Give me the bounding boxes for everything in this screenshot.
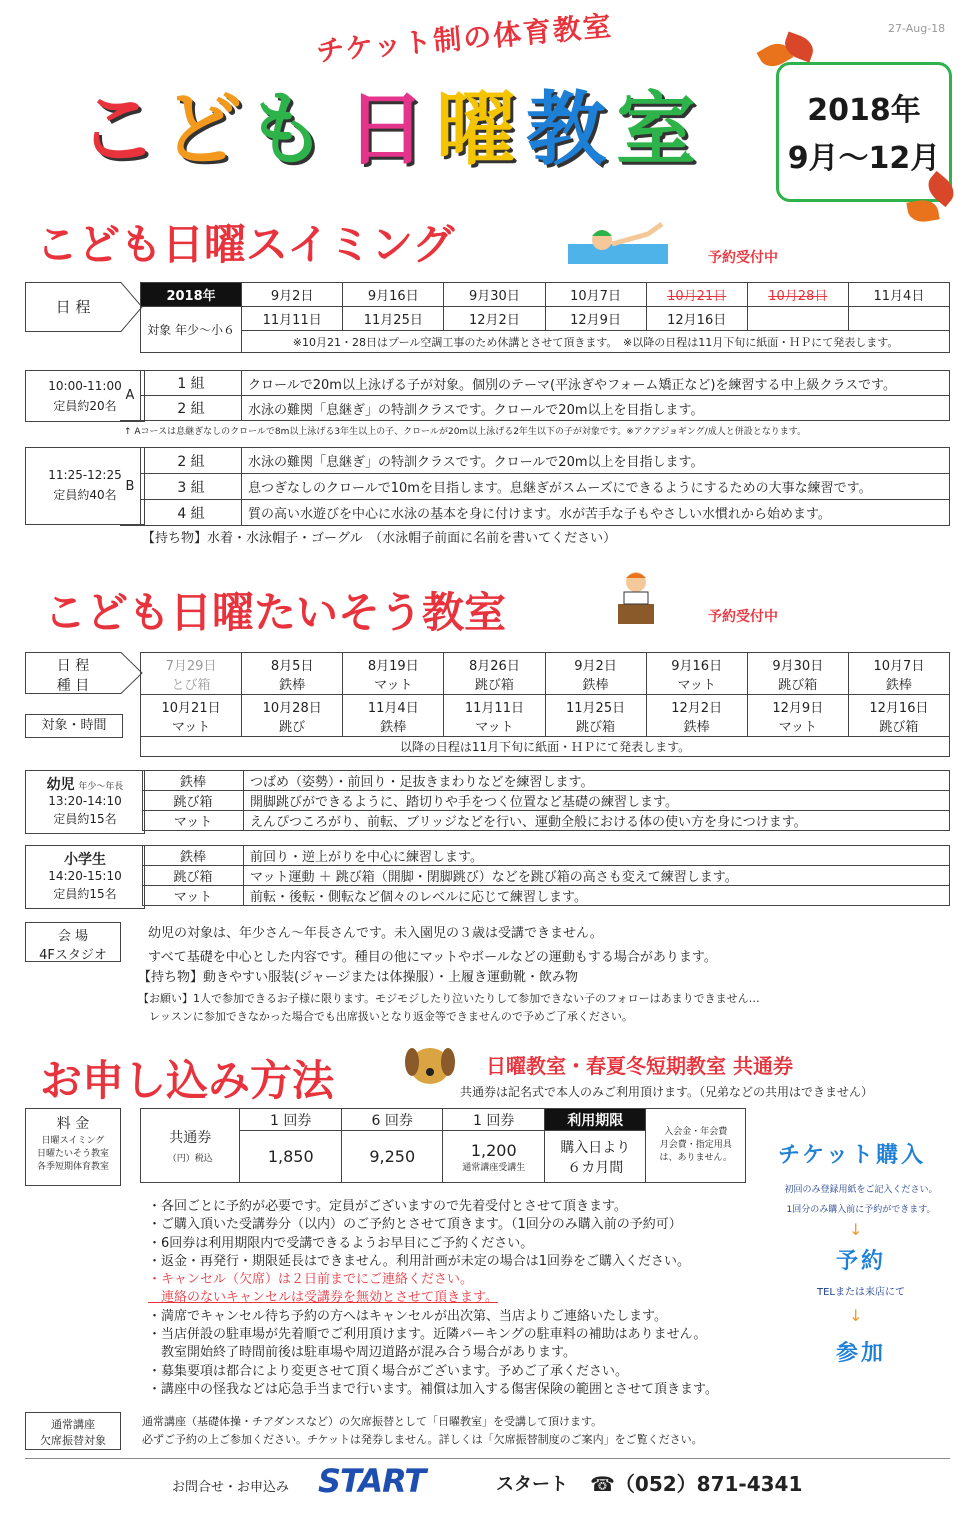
ticket-price: 9,250 xyxy=(341,1131,443,1183)
gym-desc: つばめ（姿勢）・前回り・足抜きまわりなどを練習します。 xyxy=(244,771,950,791)
swim-status: 予約受付中 xyxy=(708,250,778,266)
swim-date-cancelled: 10月21日 xyxy=(646,283,747,307)
validity-line: ６カ月間 xyxy=(567,1159,624,1176)
swim-date: 9月2日 xyxy=(242,283,343,307)
gym-date: 10月28日 xyxy=(262,700,322,716)
course-desc: 息つぎなしのクロールで10mを目指します。息継ぎがスムーズにできるようにするための大事な練習です。 xyxy=(242,474,950,500)
gym-event: 跳び箱 xyxy=(879,719,919,735)
gym-schedule-table xyxy=(140,652,950,757)
fee-note: 月会費・指定用具 xyxy=(659,1140,732,1150)
gym-elem-label xyxy=(25,845,145,909)
flow-arrow-icon: ↓ xyxy=(849,1306,863,1325)
gym-date: 12月16日 xyxy=(869,700,929,716)
gym-date: 9月16日 xyxy=(671,658,723,674)
footer-divider xyxy=(25,1458,950,1459)
gym-kids-table xyxy=(142,770,950,831)
gym-cell xyxy=(646,695,747,737)
rule-item: ・講座中の怪我などは応急手当まで行います。補償は加入する傷害保険の範囲とさせて頂きます。 xyxy=(148,1381,718,1397)
gym-event: とび箱 xyxy=(171,677,211,693)
course-a-table xyxy=(120,370,950,421)
gym-label-event: 種 目 xyxy=(56,678,90,694)
rule-item: ・募集要項は都合により変更させて頂く場合がございます。予めご了承ください。 xyxy=(148,1363,628,1379)
gym-event: 跳び箱 xyxy=(576,719,616,735)
gym-info-line: 幼児の対象は、年少さん～年長さんです。未入園児の３歳は受講できません。 xyxy=(148,926,603,941)
gym-cell xyxy=(141,695,242,737)
gym-label-schedule: 日 程 xyxy=(56,658,90,674)
venue-box xyxy=(25,922,121,962)
gym-date: 10月7日 xyxy=(873,658,925,674)
rule-item: 教室開始終了時間前後は駐車場や周辺道路が混み合う場合があります。 xyxy=(148,1345,576,1361)
rule-item: ・ご購入頂いた受講券分（以内）のご予約とさせて頂きます。（1回分のみ購入前の予約可） xyxy=(148,1217,682,1233)
gym-date: 10月21日 xyxy=(161,700,221,716)
title-char-6: 教 xyxy=(526,83,606,176)
gym-date: 9月2日 xyxy=(574,658,617,674)
title-char-1: こ xyxy=(78,83,158,176)
course-group: 4 組 xyxy=(141,500,242,526)
gym-event: マット xyxy=(677,677,716,693)
gym-cell xyxy=(444,695,545,737)
gym-event: マット xyxy=(778,719,818,735)
period-box xyxy=(776,62,952,202)
gym-schedule-note: 以降の日程は11月下旬に紙面・ＨＰにて発表します。 xyxy=(141,737,950,757)
gym-cell xyxy=(747,653,848,695)
regular-label: 通常講座 xyxy=(51,1418,95,1431)
ticket-sub: （円）税込 xyxy=(167,1154,213,1164)
gym-event: 鉄棒 xyxy=(380,719,407,735)
gym-event: 鉄棒 xyxy=(143,846,244,866)
gym-event: 跳び箱 xyxy=(143,866,244,886)
gym-bring: 【持ち物】動きやすい服装(ジャージまたは体操服）・上履き運動靴・飲み物 xyxy=(138,970,579,985)
flow-buy: チケット購入 xyxy=(778,1143,927,1168)
gym-request-line: 【お願い】1人で参加できるお子様に限ります。モジモジしたり泣いたりして参加できない子のフォローはあまりできません… xyxy=(138,992,760,1005)
swim-title: こども日曜スイミング xyxy=(36,220,455,269)
swim-date: 12月2日 xyxy=(444,307,545,331)
gym-elem-time: 14:20-15:10 xyxy=(48,869,122,883)
flow-reserve-note: TELまたは来店にて xyxy=(817,1287,905,1298)
gym-event: 跳び箱 xyxy=(143,791,244,811)
rule-item: ・当店併設の駐車場が先着順でご利用頂けます。近隣パーキングの駐車料の補助はありません。 xyxy=(148,1327,707,1343)
gym-event: 鉄棒 xyxy=(885,677,912,693)
gym-label-target: 対象・時間 xyxy=(25,714,123,738)
gym-elem-table xyxy=(142,845,950,906)
gym-desc: 前転・後転・側転など個々のレベルに応じて練習します。 xyxy=(244,886,950,906)
rule-item: ・各回ごとに予約が必要です。定員がございますので先着受付とさせて頂きます。 xyxy=(148,1199,627,1214)
validity-value xyxy=(544,1131,646,1183)
gym-event: 鉄棒 xyxy=(279,677,306,693)
ticket-col-header: 1 回券 xyxy=(240,1109,342,1131)
gym-event: 鉄棒 xyxy=(683,719,710,735)
gym-info xyxy=(148,922,717,970)
gym-event: 跳び箱 xyxy=(474,677,514,693)
flow-buy-note: 初回のみ登録用紙をご記入ください。 xyxy=(784,1185,938,1195)
gym-kids-time: 13:20-14:10 xyxy=(48,794,122,808)
period-year: 2018年 xyxy=(807,93,921,128)
course-a-time: 10:00-11:00 xyxy=(48,379,122,393)
gym-cell xyxy=(141,653,242,695)
course-group: 3 組 xyxy=(141,474,242,500)
rule-item: ・6回券は利用期限内で受講できるようお早目にご予約ください。 xyxy=(148,1235,534,1251)
swim-date: 11月25日 xyxy=(343,307,444,331)
venue-value: 4Fスタジオ xyxy=(39,948,107,963)
gym-date: 12月2日 xyxy=(671,700,723,716)
swim-schedule-note: ※10月21・28日はプール空調工事のため休講とさせて頂きます。 ※以降の日程は11月下旬に紙面・ＨＰにて発表します。 xyxy=(242,331,950,353)
swim-date: 10月7日 xyxy=(545,283,646,307)
gym-kid-icon xyxy=(612,568,660,626)
gym-request-line: レッスンに参加できなかった場合でも出席扱いとなり返金等できませんので予めご了承ください。 xyxy=(138,1010,633,1023)
swimmer-icon xyxy=(568,210,670,266)
fee-sub: 日曜たいそう教室 xyxy=(36,1149,109,1159)
flow-buy-notes xyxy=(760,1180,962,1220)
swim-schedule-label: 日 程 xyxy=(55,298,91,316)
gym-elem-name: 小学生 xyxy=(64,852,106,868)
swim-target: 対象 年少～小６ xyxy=(141,307,242,353)
title-char-2: ど xyxy=(162,83,242,176)
gym-desc: 開脚跳びができるように、踏切りや手をつく位置など基礎の練習します。 xyxy=(244,791,950,811)
footer-kana: スタート xyxy=(496,1474,568,1495)
course-group: 2 組 xyxy=(141,396,242,421)
gym-desc: 前回り・逆上がりを中心に練習します。 xyxy=(244,846,950,866)
swim-bring: 【持ち物】水着・水泳帽子・ゴーグル （水泳帽子前面に名前を書いてください） xyxy=(142,531,617,546)
flow-arrow-icon: ↓ xyxy=(849,1220,863,1239)
ticket-price: 1,200 xyxy=(470,1140,517,1160)
footer-contact: お問合せ・お申込み xyxy=(172,1480,290,1495)
gym-date: 8月26日 xyxy=(469,658,520,674)
course-group: 1 組 xyxy=(141,371,242,396)
swim-date-cancelled: 10月28日 xyxy=(747,283,848,307)
gym-date: 9月30日 xyxy=(772,658,824,674)
gym-date: 11月11日 xyxy=(464,700,524,716)
apply-common-note: 共通券は記名式で本人のみご利用頂けます。（兄弟などの共用はできません） xyxy=(460,1085,874,1099)
swim-year: 2018年 xyxy=(141,283,242,307)
course-b-time: 11:25-12:25 xyxy=(48,468,122,482)
flow-join: 参加 xyxy=(836,1341,887,1366)
period-months: 9月～12月 xyxy=(787,141,941,176)
course-desc: 質の高い水遊びを中心に水泳の基本を身に付けます。水が苦手な子もやさしい水慣れから始めます。 xyxy=(242,500,950,526)
course-desc: クロールで20m以上泳げる子が対象。個別のテーマ(平泳ぎやフォーム矯正など)を練習する中上級クラスです。 xyxy=(242,371,950,396)
venue-label: 会 場 xyxy=(57,929,89,944)
ticket-price: 1,850 xyxy=(240,1131,342,1183)
swim-date xyxy=(747,307,848,331)
gym-date: 8月19日 xyxy=(367,658,419,674)
date-stamp: 27-Aug-18 xyxy=(888,22,946,35)
gym-desc: マット運動 ＋ 跳び箱（開脚・閉脚跳び）などを跳び箱の高さも変えて練習します。 xyxy=(244,866,950,886)
regular-line: 必ずご予約の上ご参加ください。チケットは発券しません。詳しくは「欠席振替制度のご案内」をご覧ください。 xyxy=(142,1433,703,1446)
ticket-col-header: 6 回券 xyxy=(341,1109,443,1131)
ticket-price-sub: 通常講座受講生 xyxy=(462,1162,526,1173)
dog-icon xyxy=(398,1040,468,1092)
rule-item: ・返金・再発行・期限延長はできません。利用計画が未定の場合は1回券をご購入ください。 xyxy=(148,1253,691,1269)
gym-cell xyxy=(848,695,949,737)
gym-event: マット xyxy=(171,719,211,735)
rule-item-cancel: ・キャンセル（欠席）は２日前までにご連絡ください。 xyxy=(148,1272,474,1288)
gym-kids-label xyxy=(25,770,145,834)
start-logo: START xyxy=(318,1462,426,1500)
course-a-note: ↑ Aコースは息継ぎなしのクロールで8m以上泳げる3年生以上の子、クロールが20m以上泳げる2年生以下の子が対象です。※アクアジョギング/成人と併設となります。 xyxy=(124,427,806,437)
course-a-cap: 定員約20名 xyxy=(53,399,117,413)
ticket-col-header: 1 回券 xyxy=(443,1109,545,1131)
gym-cell xyxy=(242,695,343,737)
regular-text xyxy=(142,1413,703,1449)
fee-label-box xyxy=(25,1108,121,1186)
gym-cell xyxy=(343,653,444,695)
gym-cell xyxy=(646,653,747,695)
title-char-3: も xyxy=(246,83,326,176)
swim-date xyxy=(848,307,949,331)
swim-date: 12月9日 xyxy=(545,307,646,331)
gym-cell xyxy=(747,695,848,737)
gym-event: マット xyxy=(143,811,244,831)
course-desc: 水泳の難関「息継ぎ」の特訓クラスです。クロールで20m以上を目指します。 xyxy=(242,396,950,421)
course-b-table xyxy=(120,447,950,526)
course-b-code: B xyxy=(120,448,141,526)
course-b-cap: 定員約40名 xyxy=(53,488,117,502)
ticket-label: 共通券 xyxy=(169,1130,212,1146)
gym-cell xyxy=(545,653,646,695)
fee-label: 料 金 xyxy=(56,1116,90,1132)
footer-tel: ☎（052）871-4341 xyxy=(590,1472,803,1496)
gym-event: マット xyxy=(374,677,413,693)
gym-info-line: すべて基礎を中心とした内容です。種目の他にマットやボールなどの運動もする場合があります。 xyxy=(148,950,717,965)
gym-desc: えんぴつころがり、前転、ブリッジなどを行い、運動全般における体の使い方を身につけます。 xyxy=(244,811,950,831)
title-char-4: 日 xyxy=(346,83,426,176)
regular-label-box xyxy=(25,1412,121,1450)
gym-event: マット xyxy=(475,719,514,735)
gym-event: 跳び xyxy=(279,719,306,735)
flow-buy-note: 1回分のみ購入前に予約ができます。 xyxy=(786,1205,936,1215)
regular-line: 通常講座（基礎体操・チアダンスなど）の欠席振替として「日曜教室」を受講して頂けます。 xyxy=(142,1415,603,1428)
gym-event: 鉄棒 xyxy=(143,771,244,791)
gym-title: こども日曜たいそう教室 xyxy=(44,588,507,637)
swim-schedule-table xyxy=(140,282,950,353)
flow-reserve: 予約 xyxy=(836,1249,887,1274)
validity-header: 利用期限 xyxy=(544,1109,646,1131)
gym-cell xyxy=(545,695,646,737)
swim-date: 12月16日 xyxy=(646,307,747,331)
gym-date: 11月25日 xyxy=(566,700,626,716)
gym-cell xyxy=(848,653,949,695)
gym-cell xyxy=(242,653,343,695)
fee-sub: 各季短期体育教室 xyxy=(36,1162,109,1172)
gym-date: 11月4日 xyxy=(367,700,419,716)
regular-label: 欠席振替対象 xyxy=(40,1434,106,1447)
gym-kids-name: 幼児 xyxy=(46,777,75,793)
title-char-5: 曜 xyxy=(436,83,516,176)
gym-date: 8月5日 xyxy=(270,658,314,674)
gym-status: 予約受付中 xyxy=(708,609,778,625)
rule-item: ・満席でキャンセル待ち予約の方へはキャンセルが出次第、当店よりご連絡いたします。 xyxy=(148,1308,667,1324)
gym-date: 7月29日 xyxy=(165,658,217,674)
title-char-7: 室 xyxy=(616,83,696,176)
subtitle: チケット制の体育教室 xyxy=(314,9,615,69)
swim-date: 9月30日 xyxy=(444,283,545,307)
gym-event: マット xyxy=(143,886,244,906)
gym-kids-cap: 定員約15名 xyxy=(53,812,117,826)
gym-request xyxy=(138,990,760,1026)
gym-date: 12月9日 xyxy=(772,700,824,716)
fee-sub: 日曜スイミング xyxy=(41,1136,105,1146)
validity-line: 購入日より xyxy=(560,1139,631,1156)
ticket-label-cell xyxy=(141,1109,240,1183)
fee-note: は、ありません。 xyxy=(659,1153,733,1163)
course-a-code: A xyxy=(120,371,141,421)
gym-elem-cap: 定員約15名 xyxy=(53,887,117,901)
ticket-price-cell xyxy=(443,1131,545,1183)
swim-date: 11月4日 xyxy=(848,283,949,307)
apply-rules xyxy=(148,1198,718,1399)
course-group: 2 組 xyxy=(141,448,242,474)
gym-cell xyxy=(444,653,545,695)
swim-date: 11月11日 xyxy=(242,307,343,331)
gym-event: 鉄棒 xyxy=(582,677,609,693)
swim-date: 9月16日 xyxy=(343,283,444,307)
gym-kids-age: 年少～年長 xyxy=(78,782,124,792)
gym-cell xyxy=(343,695,444,737)
fee-table xyxy=(140,1108,746,1183)
apply-title: お申し込み方法 xyxy=(40,1056,335,1105)
fee-note: 入会金・年会費 xyxy=(664,1127,728,1137)
gym-event: 跳び箱 xyxy=(778,677,818,693)
rule-item-cancel-warning: 連絡のないキャンセルは受講券を無効とさせて頂きます。 xyxy=(148,1290,498,1306)
fee-note-cell xyxy=(646,1109,746,1183)
course-desc: 水泳の難関「息継ぎ」の特訓クラスです。クロールで20m以上を目指します。 xyxy=(242,448,950,474)
apply-common: 日曜教室・春夏冬短期教室 共通券 xyxy=(486,1054,793,1078)
